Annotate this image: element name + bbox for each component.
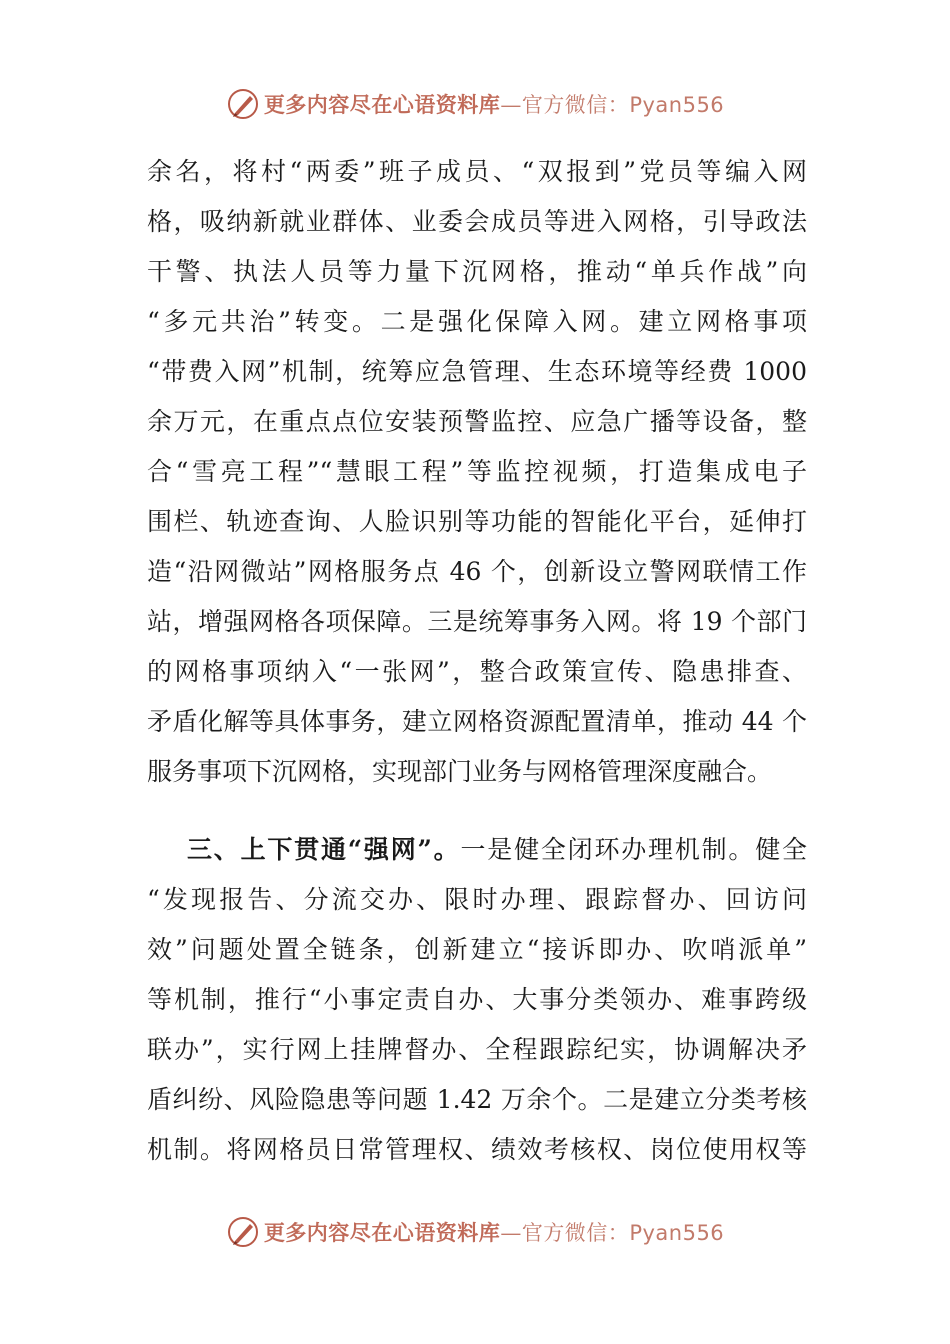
section-heading-line bbox=[147, 825, 807, 875]
text-line: 合“雪亮工程”“慧眼工程”等监控视频，打造集成电子 bbox=[147, 457, 807, 486]
watermark-text: 更多内容尽在心语资料库—官方微信：Pyan556 bbox=[263, 1220, 725, 1245]
text-line: 联办”，实行网上挂牌督办、全程跟踪纪实，协调解决矛 bbox=[147, 1035, 807, 1064]
text-line: 余万元，在重点点位安装预警监控、应急广播等设备，整 bbox=[147, 407, 807, 436]
text-line: 格，吸纳新就业群体、业委会成员等进入网格，引导政法 bbox=[147, 207, 807, 236]
document-body bbox=[147, 147, 807, 1175]
text-line: 的网格事项纳入“一张网”，整合政策宣传、隐患排查、 bbox=[147, 657, 807, 686]
text-line: 服务事项下沉网格，实现部门业务与网格管理深度融合。 bbox=[147, 757, 773, 786]
section-heading: 三、上下贯通“强网”。 bbox=[187, 835, 461, 864]
text-line: 站，增强网格各项保障。三是统筹事务入网。将 19 个部门 bbox=[147, 607, 807, 636]
watermark-text: 更多内容尽在心语资料库—官方微信：Pyan556 bbox=[263, 92, 725, 117]
text-line: 盾纠纷、风险隐患等问题 1.42 万余个。二是建立分类考核 bbox=[147, 1085, 807, 1114]
footer-watermark-banner bbox=[0, 1212, 950, 1252]
text-line: “发现报告、分流交办、限时办理、跟踪督办、回访问 bbox=[147, 885, 807, 914]
text-line: 效”问题处置全链条，创新建立“接诉即办、吹哨派单” bbox=[147, 935, 807, 964]
paragraph-1 bbox=[147, 147, 807, 797]
pen-logo-icon bbox=[226, 1215, 260, 1249]
text-line: “多元共治”转变。二是强化保障入网。建立网格事项 bbox=[147, 307, 807, 336]
text-line: 矛盾化解等具体事务，建立网格资源配置清单，推动 44 个 bbox=[147, 707, 807, 736]
pen-logo-icon bbox=[226, 87, 260, 121]
paragraph-2 bbox=[147, 825, 807, 1175]
text-line: “带费入网”机制，统筹应急管理、生态环境等经费 1000 bbox=[147, 357, 807, 386]
text-line: 干警、执法人员等力量下沉网格，推动“单兵作战”向 bbox=[147, 257, 807, 286]
text-line: 围栏、轨迹查询、人脸识别等功能的智能化平台，延伸打 bbox=[147, 507, 807, 536]
header-watermark-banner bbox=[0, 84, 950, 124]
text-line: 等机制，推行“小事定责自办、大事分类领办、难事跨级 bbox=[147, 985, 807, 1014]
text-line: 机制。将网格员日常管理权、绩效考核权、岗位使用权等 bbox=[147, 1135, 807, 1164]
text-line: 造“沿网微站”网格服务点 46 个，创新设立警网联情工作 bbox=[147, 557, 807, 586]
text-line: 余名，将村“两委”班子成员、“双报到”党员等编入网 bbox=[147, 157, 807, 186]
text-run: 一是健全闭环办理机制。健全 bbox=[460, 835, 807, 864]
